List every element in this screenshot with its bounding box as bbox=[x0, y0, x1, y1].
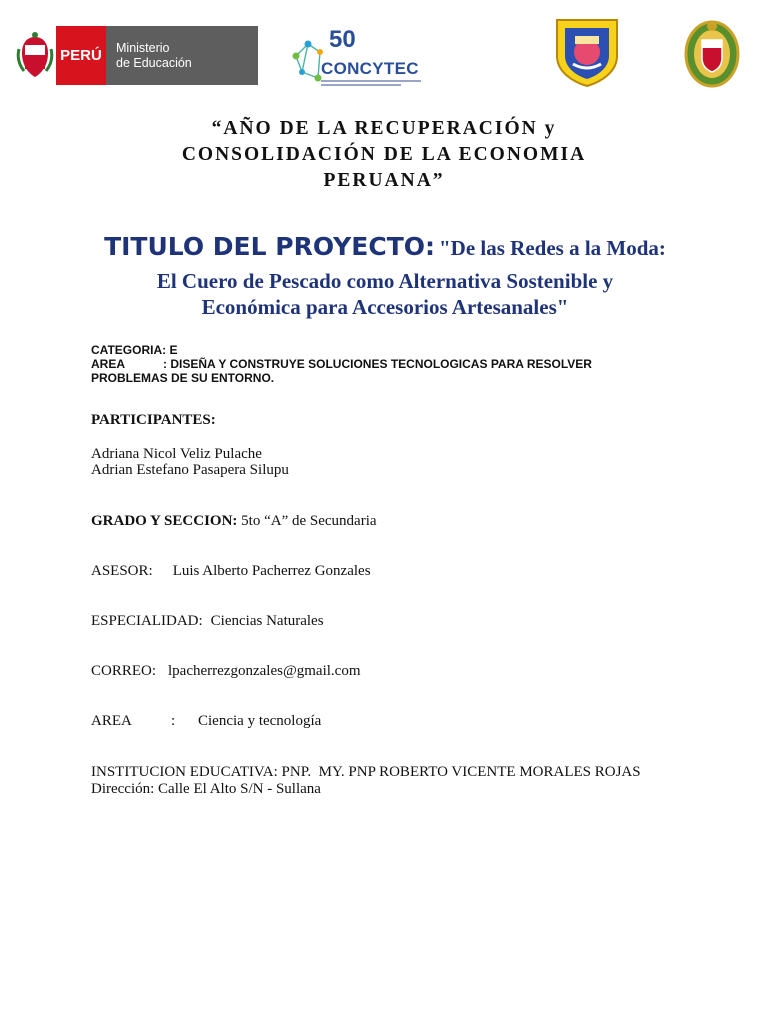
correo-label: CORREO: bbox=[91, 663, 157, 679]
participants-label: PARTICIPANTES: bbox=[91, 412, 216, 428]
year-motto bbox=[80, 116, 688, 194]
motto-line1: “AÑO DE LA RECUPERACIÓN y bbox=[211, 118, 557, 139]
ministerio-line2: de Educación bbox=[116, 55, 192, 70]
especialidad-row bbox=[91, 613, 324, 630]
area-row bbox=[91, 713, 321, 730]
concytec-subtitle-icon bbox=[321, 79, 421, 87]
school-crest-icon bbox=[553, 16, 621, 88]
project-title-label: TITULO DEL PROYECTO: bbox=[104, 232, 436, 261]
categoria-block bbox=[91, 343, 651, 385]
correo-row bbox=[91, 663, 361, 680]
participant-name: Adrian Estefano Pasapera Silupu bbox=[91, 462, 289, 478]
institucion-line: INSTITUCION EDUCATIVA: PNP. MY. PNP ROBERTO VICENTE MORALES ROJAS bbox=[91, 764, 641, 780]
project-title-part1: "De las Redes a la Moda: bbox=[439, 236, 666, 260]
area-key: AREA bbox=[91, 357, 126, 371]
asesor-value: Luis Alberto Pacherrez Gonzales bbox=[172, 563, 371, 579]
correo-value: lpacherrezgonzales@gmail.com bbox=[168, 663, 361, 679]
concytec-label: CONCYTEC bbox=[321, 59, 419, 78]
minedu-logo bbox=[14, 26, 258, 85]
grado-value: 5to “A” de Secundaria bbox=[237, 513, 377, 529]
especialidad-label: ESPECIALIDAD: bbox=[91, 613, 203, 629]
ministerio-label bbox=[106, 26, 258, 85]
pnp-crest-icon bbox=[684, 16, 740, 88]
grado-row bbox=[91, 513, 377, 530]
categoria-line: CATEGORIA: E bbox=[91, 343, 178, 357]
project-title-part3: Económica para Accesorios Artesanales" bbox=[201, 295, 569, 319]
especialidad-value: Ciencias Naturales bbox=[210, 613, 324, 629]
area-competencia: : DISEÑA Y CONSTRUYE SOLUCIONES TECNOLOGICAS PARA RESOLVER bbox=[163, 357, 592, 371]
direccion-line: Dirección: Calle El Alto S/N - Sullana bbox=[91, 781, 321, 797]
concytec-logo bbox=[288, 26, 422, 88]
motto-line2: CONSOLIDACIÓN DE LA ECONOMIA bbox=[181, 144, 587, 165]
asesor-label: ASESOR: bbox=[91, 563, 153, 579]
ministerio-line1: Ministerio bbox=[116, 40, 170, 55]
peru-logo-label: PERÚ bbox=[56, 26, 106, 85]
motto-line3: PERUANA” bbox=[323, 170, 445, 191]
asesor-row bbox=[91, 563, 371, 580]
area-competencia-cont: PROBLEMAS DE SU ENTORNO. bbox=[91, 371, 275, 385]
concytec-anniversary: 50 bbox=[329, 26, 356, 53]
area-value: Ciencia y tecnología bbox=[198, 713, 322, 729]
area-sep: : bbox=[171, 713, 176, 729]
grado-label: GRADO Y SECCION: bbox=[91, 513, 238, 529]
project-title bbox=[100, 230, 670, 320]
project-title-part2: El Cuero de Pescado como Alternativa Sostenible y bbox=[156, 269, 614, 293]
participant-name: Adriana Nicol Veliz Pulache bbox=[91, 446, 262, 462]
peru-coat-of-arms-icon bbox=[14, 26, 56, 85]
area-label: AREA bbox=[91, 713, 132, 729]
